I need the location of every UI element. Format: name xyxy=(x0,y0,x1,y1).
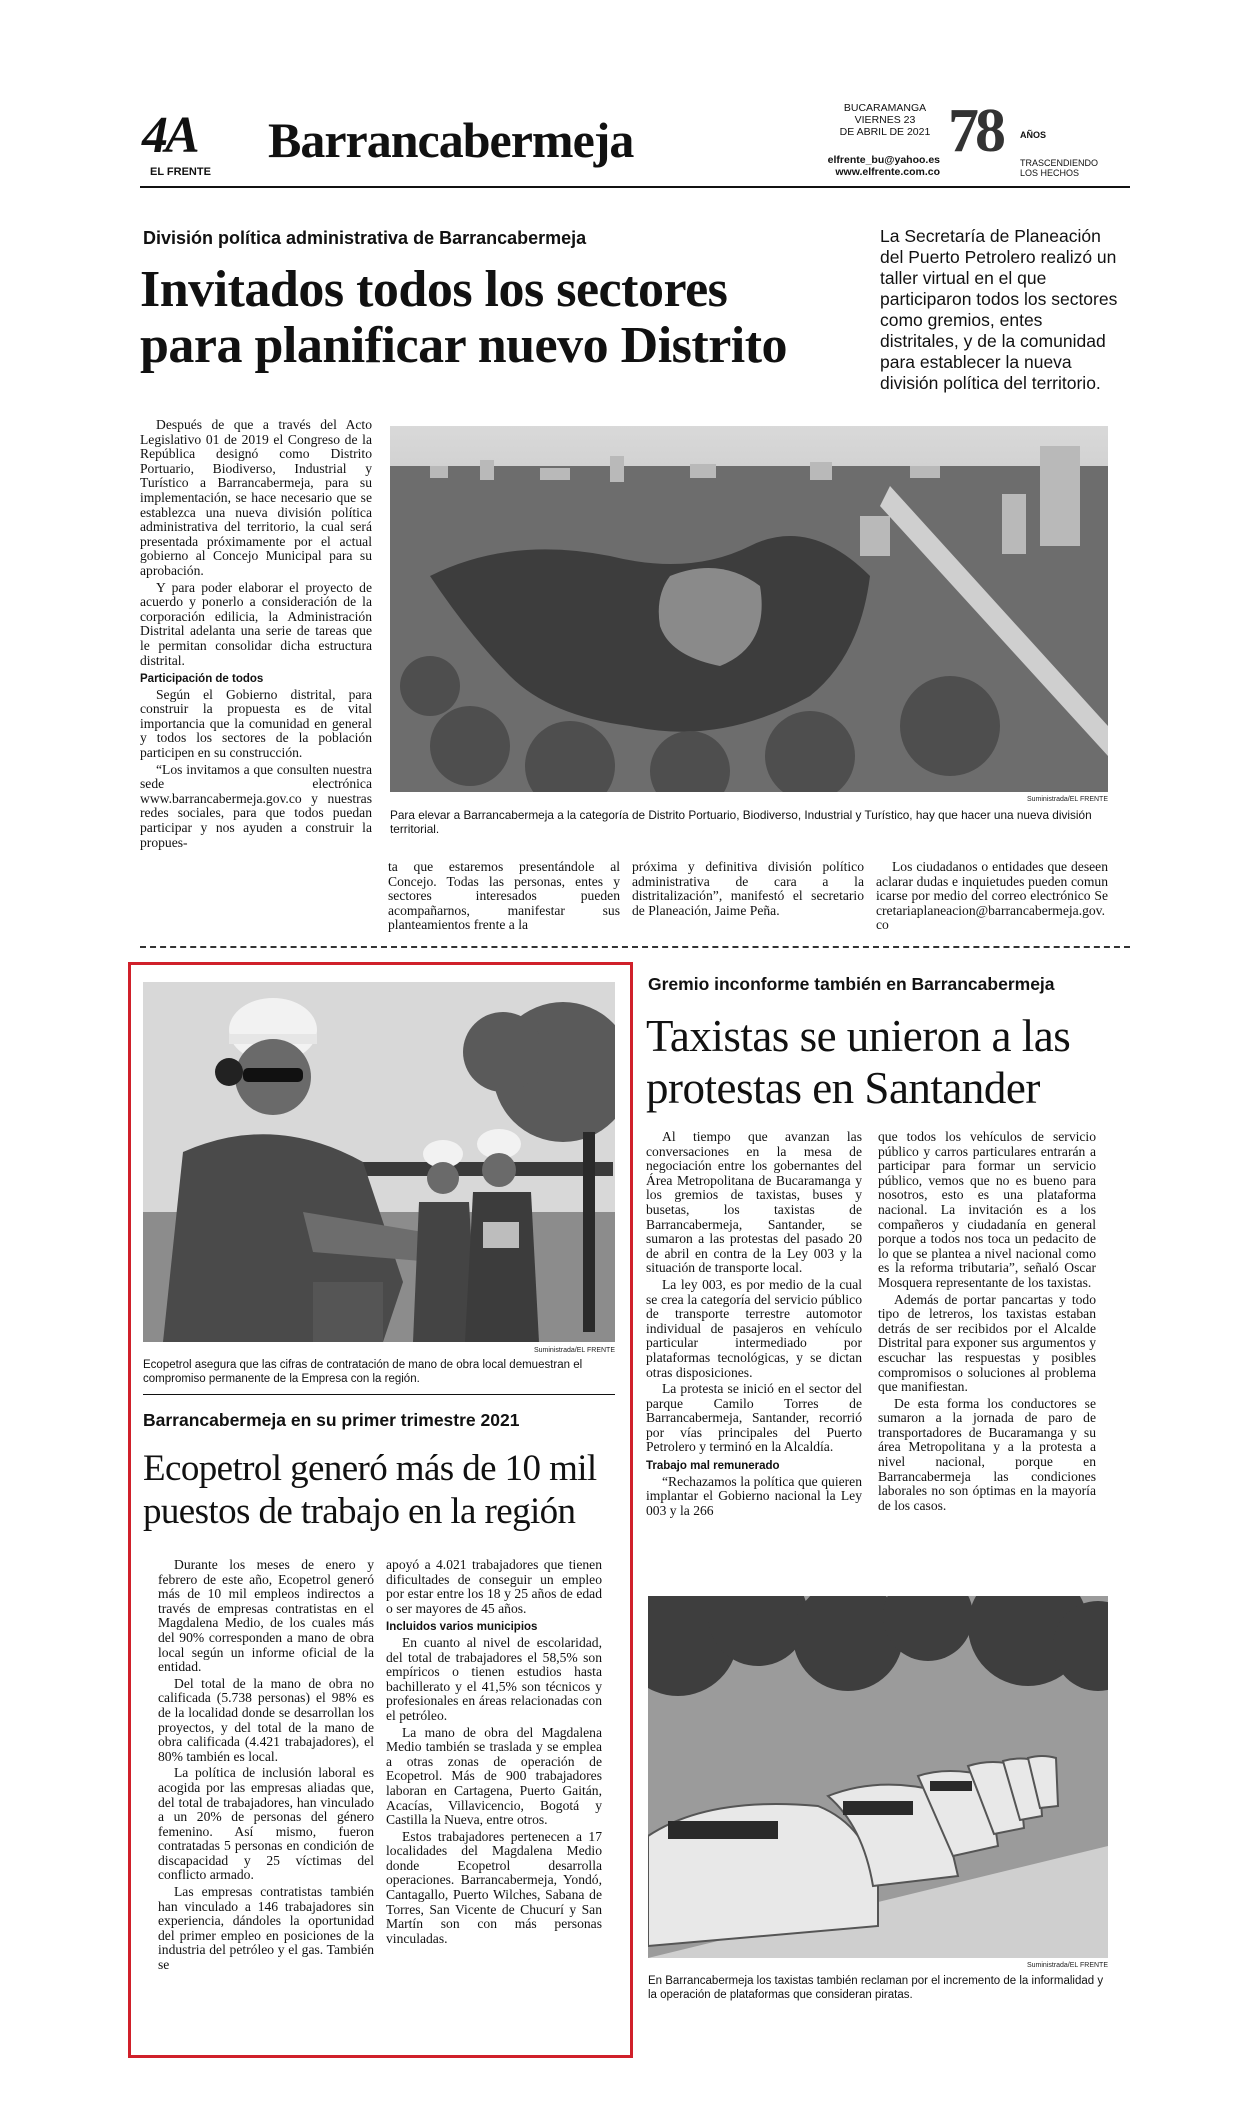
section-divider xyxy=(140,946,1130,948)
story2-subhead: Incluidos varios municipios xyxy=(386,1621,538,1634)
contact-info xyxy=(810,154,940,178)
section-title: Barrancabermeja xyxy=(268,112,634,168)
story1-column-2: ta que estaremos presentándole al Concejo. Todas las personas, entes y sectores interesados pueden acompañarnos, manifestar sus planteamientos frente a la xyxy=(388,859,620,933)
story3-photo-credit: Suministrada/EL FRENTE xyxy=(1026,1962,1108,1969)
page-number: 4A xyxy=(142,107,197,164)
story2-column-1: Durante los meses de enero y febrero de este año, Ecopetrol generó más de 10 mil empleos indirectos a través de empresas contratistas en el Magdalena Medio, de los cuales más del 90% corresponden a mano de obra local según un informe oficial de la entidad. Del total de la mano de obra no calificada (5.738 personas) el 98% es de la localidad donde se desarrollan los proyectos, y del total de la mano de obra calificada (4.421 trabajadores), el 80% también es local. La política de inclusión laboral es acogida por las empresas aliadas que, del total de trabajadores, han vinculado a un 20% de personas del género femenino. Así mismo, fueron contratadas 5 personas en condición de discapacidad y 25 víctimas del conflicto armado. Las empresas contratistas también han vinculado a 146 trabajadores sin experiencia, dándoles la oportunidad del primer empleo en posiciones de la industria del petróleo y el gas. También se xyxy=(158,1557,374,1973)
story1-subhead: Participación de todos xyxy=(140,673,264,686)
story3-photo-caption: En Barrancabermeja los taxistas también reclaman por el incremento de la informalidad y la operación de plataformas que consideran piratas. xyxy=(648,1975,1104,2001)
story3-kicker: Gremio inconforme también en Barrancabermeja xyxy=(648,974,1055,994)
story2-photo-credit: Suministrada/EL FRENTE xyxy=(533,1347,615,1354)
contact-email[interactable]: elfrente_bu@yahoo.es xyxy=(827,154,940,166)
story1-photo-credit: Suministrada/EL FRENTE xyxy=(1026,796,1108,803)
story3-headline: Taxistas se unieron a las protestas en Santander xyxy=(646,1011,1071,1114)
story3-subhead: Trabajo mal remunerado xyxy=(646,1460,780,1473)
workers-photo xyxy=(143,982,615,1342)
dateline-date: DE ABRIL DE 2021 xyxy=(839,126,931,138)
contact-website[interactable]: www.elfrente.com.co xyxy=(835,166,940,178)
story2-kicker: Barrancabermeja en su primer trimestre 2021 xyxy=(143,1410,520,1430)
dateline-day: VIERNES 23 xyxy=(854,114,916,126)
dateline xyxy=(830,102,940,138)
anniversary-word: AÑOS xyxy=(1020,130,1047,140)
story2-caption-rule xyxy=(143,1394,615,1395)
taxis-illustration xyxy=(648,1596,1108,1958)
story2-headline: Ecopetrol generó más de 10 mil puestos de trabajo en la región xyxy=(143,1448,597,1532)
anniversary-logo xyxy=(948,97,1099,182)
masthead xyxy=(140,97,1130,180)
dateline-city: BUCARAMANGA xyxy=(843,102,927,114)
story1-column-3: próxima y definitiva división político administrativa de cara a la distritalización”, manifestó el secretario de Planeación, Jaime Peña. xyxy=(632,859,864,918)
story2-photo-caption: Ecopetrol asegura que las cifras de contratación de mano de obra local demuestran el compromiso permanente de la Empresa con la región. xyxy=(143,1359,583,1385)
story1-column-4: Los ciudadanos o entidades que deseen aclarar dudas e inquietudes pueden comunicarse por medio del correo electrónico Secretariaplaneacion@barrancabermeja.gov.co xyxy=(876,859,1108,933)
story1-headline: Invitados todos los sectores para planificar nuevo Distrito xyxy=(140,261,788,375)
story2-column-2: apoyó a 4.021 trabajadores que tienen dificultades de conseguir un empleo por estar entre los 18 y 25 años de edad o ser mayores de 45 años. Incluidos varios municipios En cuanto al nivel de escolaridad, del total de trabajadores el 58,5% son empíricos o tienen estudios hasta bachillerato y el 41,5% son técnicos y profesionales en áreas relacionadas con el petróleo. La mano de obra del Magdalena Medio también se traslada y se emplea a otras zonas de operación de Ecopetrol. Más de 900 trabajadores laboran en Cartagena, Puerto Gaitán, Acacías, Villavicencio, Bogotá y Castilla la Nueva, entre otros. Estos trabajadores pertenecen a 17 localidades del Magdalena Medio donde Ecopetrol desarrolla operaciones. Barrancabermeja, Yondó, Cantagallo, Puerto Wilches, Sabana de Torres, San Vicente de Chucurí y San Martín son con más personas vinculadas. xyxy=(386,1557,602,1946)
story1-deck: La Secretaría de Planeación del Puerto Petrolero realizó un taller virtual en el que participaron todos los sectores como gremios, entes distritales, y de la comunidad para establecer la nueva división política del territorio. xyxy=(880,226,1118,393)
story1-kicker: División política administrativa de Barrancabermeja xyxy=(143,228,587,248)
story1-column-1: Después de que a través del Acto Legislativo 01 de 2019 el Congreso de la República designó como Distrito Portuario, Biodiverso, Industrial y Turístico a Barrancabermeja, para su implementación, se hace necesario que se establezca una nueva división política administrativa del territorio, la cual será presentada próximamente por el actual gobierno al Concejo Municipal para su aprobación. Y para poder elaborar el proyecto de acuerdo y ponerlo a consideración de la corporación edilicia, la Administración Distrital adelanta una serie de tareas que le permitan consolidar dicha estructura distrital. Participación de todos Según el Gobierno distrital, para construir la propuesta es de vital importancia que la comunidad en general y todos los sectores de la población participen en su construcción. “Los invitamos a que consulten nuestra sede electrónica www.barrancabermeja.gov.co y nuestras redes sociales, para que todos puedan participar y nos ayuden a construir la propues- xyxy=(140,417,372,850)
story3-column-1: Al tiempo que avanzan las conversaciones en la mesa de negociación entre los gobernantes del Área Metropolitana de Bucaramanga y los gremios de taxistas, buses y busetas, los taxistas de Barrancabermeja, Santander, se sumaron a las protestas del pasado 20 de abril en contra de la Ley 003 y la situación de transporte local. La ley 003, es por medio de la cual se crea la categoría del servicio público de transporte terrestre automotor individual de pasajeros en vehículo particular intermediado por plataformas tecnológicas, y se dictan otras disposiciones. La protesta se inició en el sector del parque Camilo Torres de Barrancabermeja, Santander, recorrió por vías principales del Puerto Petrolero y terminó en la Alcaldía. Trabajo mal remunerado “Rechazamos la política que quieren implantar el Gobierno nacional la Ley 003 y la 266 xyxy=(646,1129,862,1518)
story1-photo-caption: Para elevar a Barrancabermeja a la categoría de Distrito Portuario, Biodiverso, Industrial y Turístico, hay que hacer una nueva división territorial. xyxy=(390,808,1092,836)
anniversary-tagline: TRASCENDIENDO LOS HECHOS xyxy=(1020,158,1099,178)
story3-column-2: que todos los vehículos de servicio público y carros particulares entrarán a participar para formar un servicio público, vemos que no es bueno para nosotros, esto es una plataforma nacional. La invitación es a los compañeros y ciudadanía en general porque a todos nos toca un pedacito de lo que se plantea a nivel nacional como es la reforma tributaria”, señaló Oscar Mosquera representante de los taxistas. Además de portar pancartas y todo tipo de letreros, los taxistas estaban detrás de ser recibidos por el Alcalde Distrital para exponer sus argumentos y escuchar las respuestas y posibles compromisos o soluciones al problema que manifiestan. De esta forma los conductores se sumaron a la jornada de paro de transportadores de Bucaramanga y su área Metropolitana y a la protesta a nivel nacional, porque en Barrancabermeja las condiciones laborales no son óptimas en la mayoría de los casos. xyxy=(878,1129,1096,1513)
anniversary-number: 78 xyxy=(948,97,1002,165)
header-rule xyxy=(140,186,1130,188)
city-aerial-illustration xyxy=(390,426,1108,792)
city-aerial-photo xyxy=(390,426,1108,792)
brand-label: EL FRENTE xyxy=(150,166,211,178)
taxis-photo xyxy=(648,1596,1108,1958)
workers-illustration xyxy=(143,982,615,1342)
